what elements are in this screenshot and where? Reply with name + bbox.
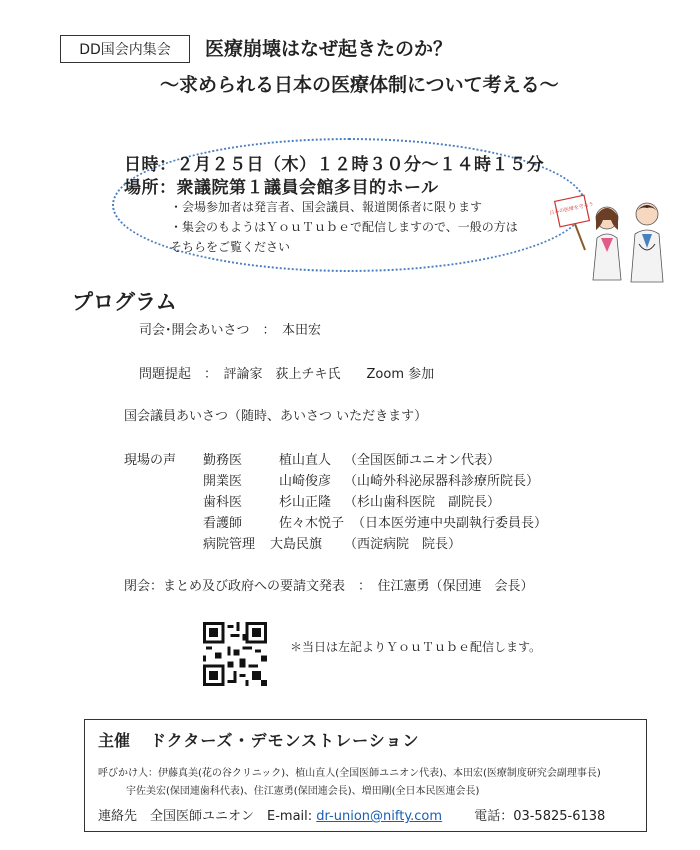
program-issue: 問題提起 ： 評論家 荻上チキ氏 Zoom 参加 bbox=[139, 367, 435, 382]
page-title: 医療崩壊はなぜ起きたのか？ bbox=[205, 38, 453, 60]
sign-text: 日本の医療を守ろう bbox=[548, 201, 595, 217]
contact-label: 連絡先 全国医師ユニオン E-mail: bbox=[98, 809, 313, 824]
program-opening: 司会･開会あいさつ ： 本田宏 bbox=[139, 323, 322, 338]
youtube-note-cont: そちらをご覧ください bbox=[170, 240, 291, 254]
stream-note: ＊当日は左記よりＹｏｕＴｕｂｅ配信します。 bbox=[290, 640, 542, 654]
youtube-qr-code[interactable] bbox=[203, 622, 267, 686]
voice-role: 看護師 bbox=[203, 516, 243, 531]
callers-line: 呼びかけ人：伊藤真美(花の谷クリニック)、植山直人(全国医師ユニオン代表)、本田宏(医療制度研究会副理事長) bbox=[98, 768, 601, 779]
attendance-note: ・会場参加者は発言者、国会議員、報道関係者に限ります bbox=[170, 200, 483, 214]
voice-affiliation: （日本医労連中央副執行委員長） bbox=[352, 516, 548, 531]
program-closing: 閉会：まとめ及び政府への要請文発表 ： 住江憲勇（保団連 会長） bbox=[124, 579, 534, 594]
program-heading: プログラム bbox=[72, 290, 177, 314]
contact-line bbox=[98, 805, 605, 824]
voice-name: 植山直人 bbox=[279, 453, 332, 468]
voices-label: 現場の声 bbox=[124, 453, 177, 468]
voice-affiliation: （杉山歯科医院 副院長） bbox=[344, 495, 501, 510]
callers-line-cont: 宇佐美宏(保団連歯科代表)、住江憲勇(保団連会長)、増田剛(全日本民医連会長) bbox=[126, 786, 480, 797]
organizer-label: 主催 bbox=[98, 731, 131, 750]
voice-role: 勤務医 bbox=[203, 453, 243, 468]
phone-number: 電話：03-5825-6138 bbox=[474, 809, 606, 824]
voice-role: 歯科医 bbox=[203, 495, 243, 510]
email-link[interactable]: dr-union@nifty.com bbox=[316, 809, 443, 824]
program-greeting: 国会議員あいさつ（随時、あいさつ いただきます） bbox=[124, 409, 428, 424]
voice-affiliation: （全国医師ユニオン代表） bbox=[344, 453, 501, 468]
doctors-illustration bbox=[548, 190, 685, 285]
voice-name: 佐々木悦子 bbox=[279, 516, 345, 531]
event-place: 場所：衆議院第１議員会館多目的ホール bbox=[124, 178, 439, 198]
voice-affiliation: （西淀病院 院長） bbox=[344, 537, 462, 552]
event-type-tag: DD国会内集会 bbox=[60, 35, 190, 63]
voice-name: 山崎俊彦 bbox=[279, 474, 332, 489]
page-subtitle: ～求められる日本の医療体制について考える～ bbox=[160, 74, 559, 96]
voice-role: 病院管理 bbox=[203, 537, 256, 552]
voice-affiliation: （山崎外科泌尿器科診療所院長） bbox=[344, 474, 540, 489]
youtube-note: ・集会のもようはＹｏｕＴｕｂｅで配信しますので、一般の方は bbox=[170, 220, 518, 234]
voice-role: 開業医 bbox=[203, 474, 243, 489]
voice-name: 杉山正隆 bbox=[279, 495, 332, 510]
organizer-name: ドクターズ・デモンストレーション bbox=[150, 731, 420, 750]
event-date: 日時：２月２５日（木）１２時３０分～１４時１５分 bbox=[124, 155, 544, 175]
voice-name: 大島民旗 bbox=[270, 537, 323, 552]
